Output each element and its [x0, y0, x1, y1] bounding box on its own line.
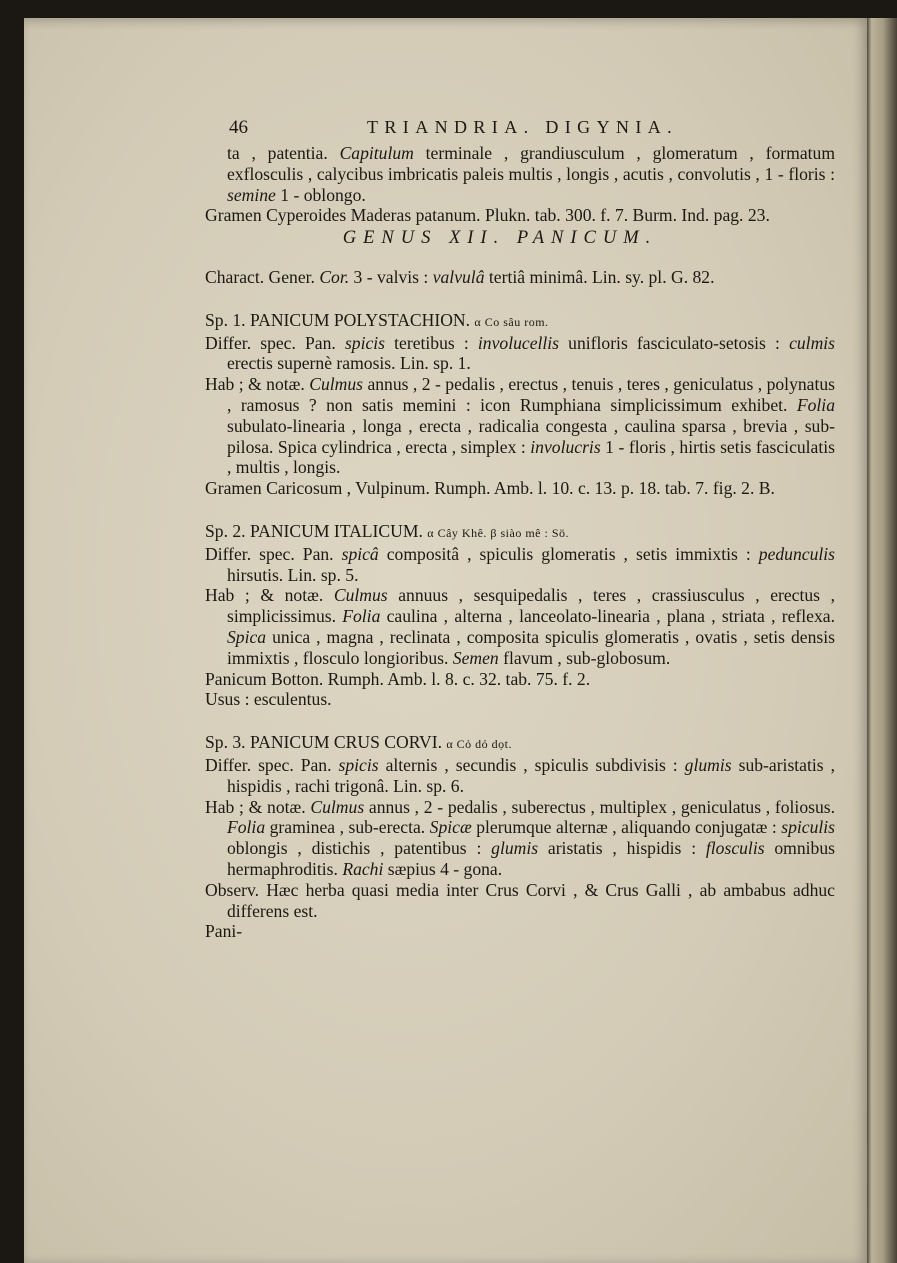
- page-body: [205, 143, 835, 942]
- species-3-observation: Observ. Hæc herba quasi media inter Crus Corvi , & Crus Galli , ab ambabus adhuc differens est.: [205, 879, 835, 921]
- species-1-heading: Sp. 1. PANICUM POLYSTACHION. α Co sâu rom.: [205, 309, 549, 330]
- adjacent-page-edge: [866, 18, 897, 1263]
- genus-title: GENUS XII. PANICUM.: [342, 228, 658, 249]
- species-3-habitat: Hab ; & notæ. Culmus annus , 2 - pedalis , suberectus , multiplex , geniculatus , foliosus. Folia graminea , sub-erecta. Spicæ plerumque alternæ , aliquando conjugatæ : spiculis oblongis , distichis , patentibus : glumis aristatis , hispidis : flosculis omnibus hermaphroditis. Rachi sæpius 4 - gona.: [205, 796, 836, 879]
- species-1-differentia: Differ. spec. Pan. spicis teretibus : involucellis unifloris fasciculato-setosis : culmis erectis supernè ramosis. Lin. sp. 1.: [205, 332, 836, 374]
- species-1-habitat: Hab ; & notæ. Culmus annus , 2 - pedalis , erectus , tenuis , teres , geniculatus , polynatus , ramosus ? non satis memini : icon Rumphiana simplicissimum exhibet. Folia subulato-linearia , longa , erecta , radicalia congesta , caulina sparsa , brevia , sub-pilosa. Spica cylindrica , erecta , simplex : involucris 1 - floris , hirtis setis fasciculatis , multis , longis.: [205, 374, 835, 478]
- species-2-heading: Sp. 2. PANICUM ITALICUM. α Cây Khê. β siào mê : Sö.: [205, 520, 570, 541]
- species-1-vernacular: α Co sâu rom.: [474, 314, 549, 329]
- character-generic: Charact. Gener. Cor. 3 - valvis : valvulâ tertiâ minimâ. Lin. sy. pl. G. 82.: [205, 266, 715, 287]
- page-number: 46: [229, 117, 248, 138]
- running-title: TRIANDRIA. DIGYNIA.: [367, 117, 679, 137]
- species-3-differentia: Differ. spec. Pan. spicis alternis , secundis , spiculis subdivisis : glumis sub-aristatis , hispidis , rachi trigonâ. Lin. sp. 6.: [205, 754, 835, 796]
- species-2-usage: Usus : esculentus.: [205, 689, 332, 710]
- species-2-habitat: Hab ; & notæ. Culmus annuus , sesquipedalis , teres , crassiusculus , erectus , simplicissimus. Folia caulina , alterna , lanceolato-linearia , plana , striata , reflexa. Spica unica , magna , reclinata , composita spiculis glomeratis , ovatis , setis densis immixtis , flosculo longioribus. Semen flavum , sub-globosum.: [205, 585, 835, 668]
- species-2-vernacular: α Cây Khê. β siào mê : Sö.: [427, 525, 570, 540]
- species-2-differentia: Differ. spec. Pan. spicâ compositâ , spiculis glomeratis , setis immixtis : pedunculis hirsutis. Lin. sp. 5.: [205, 543, 835, 585]
- gramen-reference: Gramen Cyperoides Maderas patanum. Plukn. tab. 300. f. 7. Burm. Ind. pag. 23.: [205, 205, 770, 226]
- species-2-reference: Panicum Botton. Rumph. Amb. l. 8. c. 32. tab. 75. f. 2.: [205, 668, 591, 689]
- species-3-heading: Sp. 3. PANICUM CRUS CORVI. α Cỏ dỏ dọt.: [205, 732, 513, 753]
- catchword: Pani-: [205, 921, 243, 942]
- species-1-reference: Gramen Caricosum , Vulpinum. Rumph. Amb. l. 10. c. 13. p. 18. tab. 7. fig. 2. B.: [205, 478, 775, 499]
- continuation-text: ta , patentia. Capitulum terminale , grandiusculum , glomeratum , formatum exflosculis , calycibus imbricatis paleis multis , longis , acutis , convolutis , 1 - floris : semine 1 - oblongo.: [227, 143, 836, 205]
- species-3-vernacular: α Cỏ dỏ dọt.: [446, 737, 513, 752]
